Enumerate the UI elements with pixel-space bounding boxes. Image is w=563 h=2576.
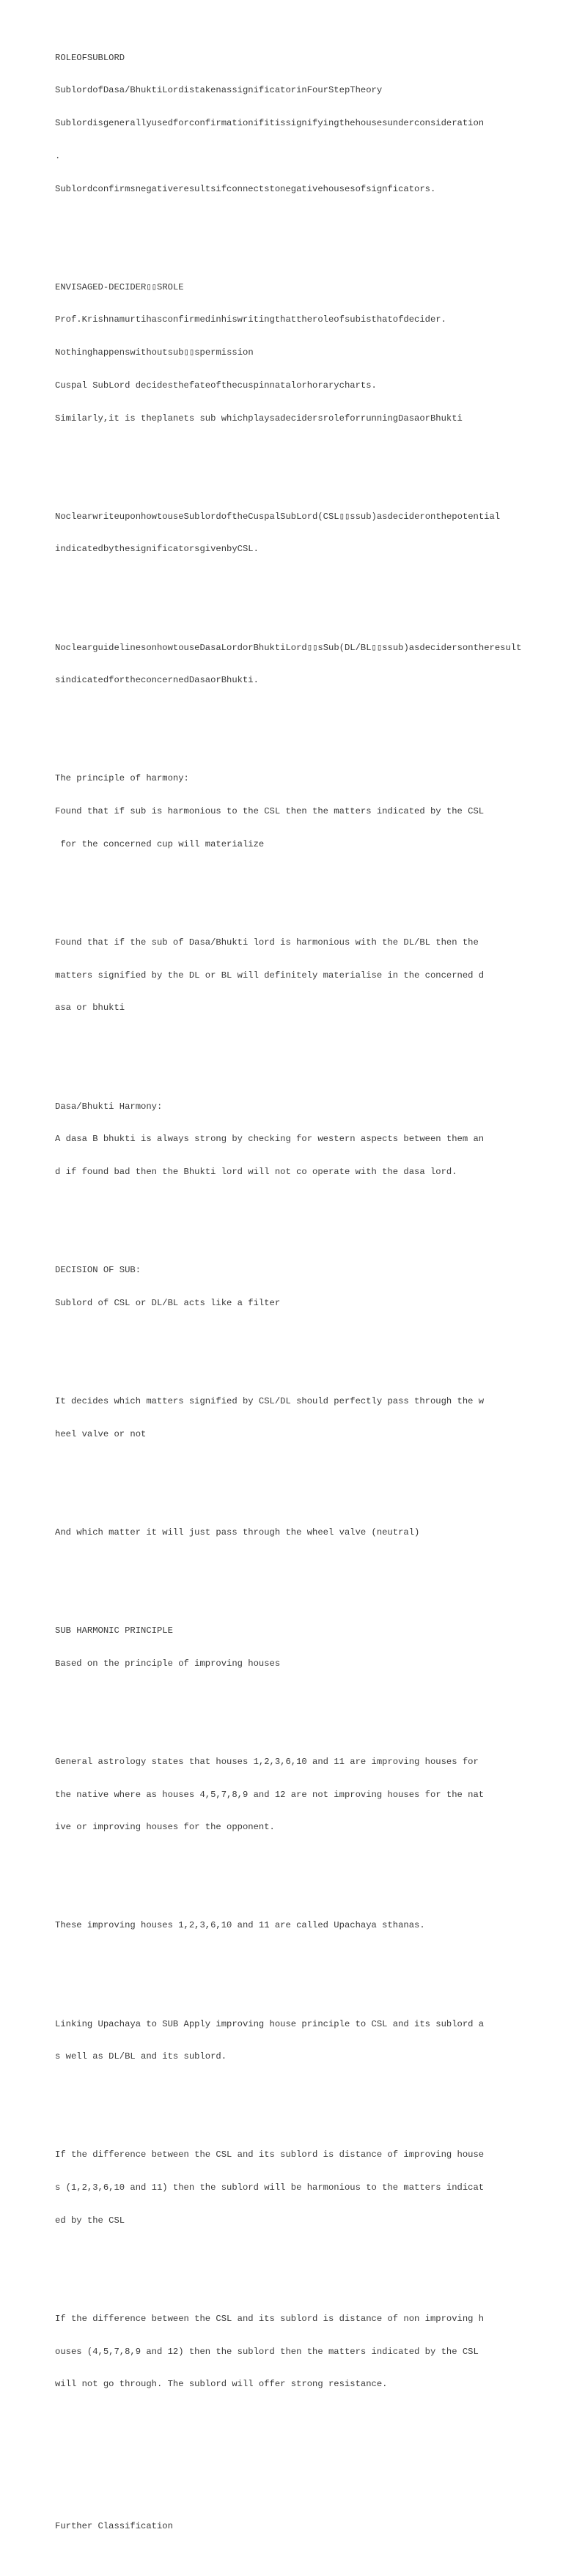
text-line: Prof.Krishnamurtihasconfirmedinhiswritingthattheroleofsubisthatofdecider. (55, 314, 446, 325)
blank-line (55, 2456, 553, 2467)
text-line: Similarly,it is theplanets sub whichplaysadecidersroleforrunningDasaorBhukti (55, 413, 463, 424)
text-line: Linking Upachaya to SUB Apply improving house principle to CSL and its sublord a (55, 2018, 485, 2029)
paragraph-further-classification (55, 2499, 553, 2554)
paragraph-improving-difference (55, 2128, 553, 2248)
text-line: These improving houses 1,2,3,6,10 and 11 are called Upachaya sthanas. (55, 1920, 425, 1931)
paragraph-decides-matters (55, 1374, 553, 1461)
paragraph-envisaged-decider (55, 260, 553, 446)
section-heading: ENVISAGED-DECIDER▯▯SROLE (55, 281, 184, 292)
text-line: d if found bad then the Bhukti lord will not co operate with the dasa lord. (55, 1166, 457, 1177)
paragraph-no-clear-write-up (55, 490, 553, 577)
text-line: NoclearwriteuponhowtouseSublordoftheCuspalSubLord(CSL▯▯ssub)asdecideronthepotential (55, 511, 501, 522)
text-line: And which matter it will just pass through the wheel valve (neutral) (55, 1527, 420, 1538)
text-line: for the concerned cup will materialize (55, 838, 265, 849)
text-line: A dasa B bhukti is always strong by checking for western aspects between them an (55, 1134, 485, 1145)
paragraph-no-clear-guidelines (55, 621, 553, 708)
text-line: If the difference between the CSL and its sublord is distance of non improving h (55, 2313, 485, 2324)
text-line: General astrology states that houses 1,2,3,6,10 and 11 are improving houses for (55, 1756, 479, 1767)
text-line: SublordofDasa/BhuktiLordistakenassignificatorinFourStepTheory (55, 85, 383, 96)
text-line: the native where as houses 4,5,7,8,9 and 12 are not improving houses for the nat (55, 1789, 485, 1800)
section-heading: Further Classification (55, 2521, 173, 2532)
paragraph-upachaya-sthanas (55, 1899, 553, 1954)
paragraph-dasa-bhukti-sub (55, 915, 553, 1036)
paragraph-dasa-bhukti-harmony (55, 1080, 553, 1200)
paragraph-linking-upachaya (55, 1997, 553, 2084)
paragraph-principle-of-harmony (55, 752, 553, 872)
section-heading: ROLEOFSUBLORD (55, 52, 125, 63)
text-line: indicatedbythesignificatorsgivenbyCSL. (55, 544, 259, 555)
paragraph-decision-of-sub (55, 1243, 553, 1330)
text-line: ouses (4,5,7,8,9 and 12) then the sublord then the matters indicated by the CSL (55, 2346, 479, 2357)
text-line: Based on the principle of improving houses (55, 1658, 281, 1669)
text-line: asa or bhukti (55, 1003, 125, 1014)
text-line: It decides which matters signified by CSL/DL should perfectly pass through the w (55, 1395, 485, 1406)
section-heading: SUB HARMONIC PRINCIPLE (55, 1625, 173, 1636)
text-line: ive or improving houses for the opponent. (55, 1822, 275, 1833)
section-heading: DECISION OF SUB: (55, 1265, 141, 1276)
text-line: will not go through. The sublord will offer strong resistance. (55, 2379, 388, 2390)
text-line: Sublord of CSL or DL/BL acts like a filter (55, 1297, 281, 1308)
paragraph-sub-harmonic-principle (55, 1603, 553, 1691)
section-heading: The principle of harmony: (55, 773, 189, 784)
text-line: NoclearguidelinesonhowtouseDasaLordorBhuktiLord▯▯sSub(DL/BL▯▯ssub)asdecidersontheresult (55, 642, 522, 653)
text-line: Sublordisgenerallyusedforconfirmationifitissignifyingthehousesunderconsideration (55, 118, 485, 129)
text-line: heel valve or not (55, 1428, 147, 1439)
text-line: matters signified by the DL or BL will definitely materialise in the concerned d (55, 970, 485, 981)
text-line: Found that if the sub of Dasa/Bhukti lord is harmonious with the DL/BL then the (55, 937, 479, 948)
paragraph-general-astrology (55, 1735, 553, 1855)
text-line: s well as DL/BL and its sublord. (55, 2051, 227, 2062)
section-heading: Dasa/Bhukti Harmony: (55, 1101, 163, 1112)
text-line: Sublordconfirmsnegativeresultsifconnectstonegativehousesofsignficators. (55, 183, 436, 194)
text-line: If the difference between the CSL and its sublord is distance of improving house (55, 2149, 485, 2160)
text-line: Found that if sub is harmonious to the CSL then the matters indicated by the CSL (55, 806, 485, 817)
text-line: ed by the CSL (55, 2215, 125, 2226)
document-page (55, 9, 553, 2576)
paragraph-role-of-sublord (55, 31, 553, 216)
text-line: . (55, 150, 61, 161)
paragraph-non-improving-difference (55, 2292, 553, 2412)
paragraph-neutral-pass (55, 1505, 553, 1560)
text-line: sindicatedfortheconcernedDasaorBhukti. (55, 675, 259, 686)
text-line: Cuspal SubLord decidesthefateofthecuspinnatalorhorarycharts. (55, 380, 377, 391)
text-line: Nothinghappenswithoutsub▯▯spermission (55, 347, 254, 358)
text-line: s (1,2,3,6,10 and 11) then the sublord will be harmonious to the matters indicat (55, 2182, 485, 2193)
